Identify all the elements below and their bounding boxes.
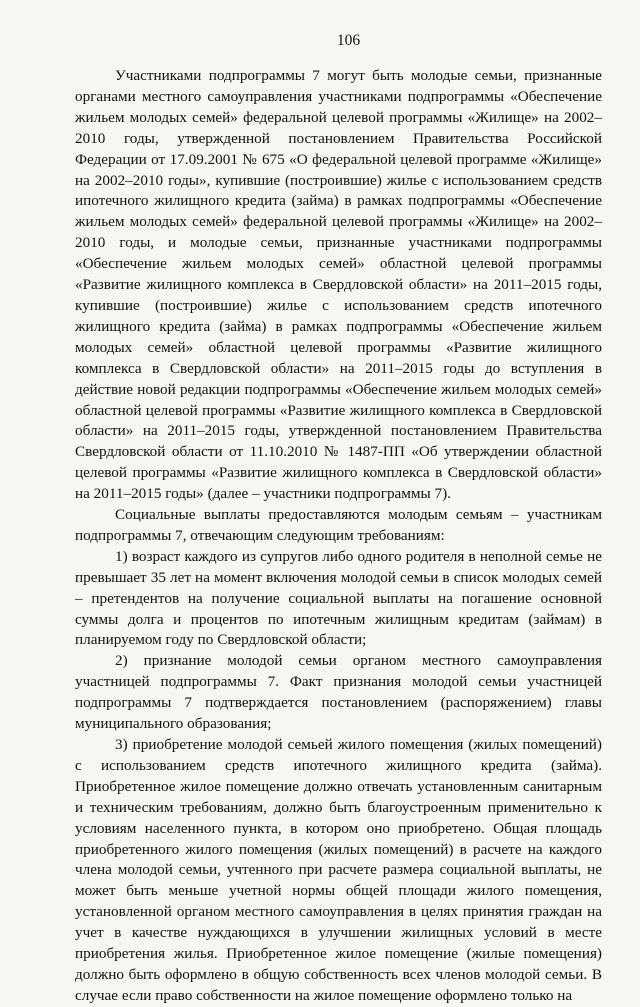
page-number: 106 <box>336 32 361 49</box>
paragraph-participants: Участниками подпрограммы 7 могут быть молодые семьи, признанные органами местного самоуправления участниками подпрограммы «Обеспечение жильем молодых семей» федеральной целевой программы «Жилище» на 2002–2010 годы, утвержденной постановлением Правительства Российской Федерации от 17.09.2001 № 675 «О федеральной целевой программе «Жилище» на 2002–2010 годы», купившие (построившие) жилье с использованием средств ипотечного жилищного кредита (займа) в рамках подпрограммы «Обеспечение жильем молодых семей» федеральной целевой программы «Жилище» на 2002–2010 годы, и молодые семьи, признанные участниками подпрограммы «Обеспечение жильем молодых семей» областной целевой программы «Развитие жилищного комплекса в Свердловской области» на 2011–2015 годы, купившие (построившие) жилье с использованием средств ипотечного жилищного кредита (займа) в рамках подпрограммы «Обеспечение жильем молодых семей» областной целевой программы «Развитие жилищного комплекса в Свердловской области» на 2011–2015 годы до вступления в действие новой редакции подпрограммы «Обеспечение жильем молодых семей» областной целевой программы «Развитие жилищного комплекса в Свердловской области» на 2011–2015 годы, утвержденной постановлением Правительства Свердловской области от 11.10.2010 № 1487-ПП «Об утверждении областной целевой программы «Развитие жилищного комплекса в Свердловской области» на 2011–2015 годы» (далее – участники подпрограммы 7). <box>75 67 602 503</box>
paragraph-social-payments: Социальные выплаты предоставляются молодым семьям – участникам подпрограммы 7, отвечающим следующим требованиям: <box>75 506 602 544</box>
paragraph-requirement-age: 1) возраст каждого из супругов либо одного родителя в неполной семье не превышает 35 лет на момент включения молодой семьи в список молодых семей – претендентов на получение социальной выплаты на погашение основной суммы долга и процентов по ипотечным жилищным кредитам (займам) в планируемом году по Свердловской области; <box>75 547 602 649</box>
paragraph-requirement-recognition: 2) признание молодой семьи органом местного самоуправления участницей подпрограммы 7. Факт признания молодой семьи участницей подпрограммы 7 подтверждается постановлением (распоряжением) главы муниципального образования; <box>75 652 602 733</box>
document-body <box>75 66 602 1007</box>
paragraph-requirement-housing: 3) приобретение молодой семьей жилого помещения (жилых помещений) с использованием средств ипотечного жилищного кредита (займа). Приобретенное жилое помещение должно отвечать установленным санитарным и техническим требованиям, должно быть благоустроенным применительно к условиям населенного пункта, в котором оно приобретено. Общая площадь приобретенного жилого помещения (жилых помещений) в расчете на каждого члена молодой семьи, учтенного при расчете размера социальной выплаты, не может быть меньше учетной нормы общей площади жилого помещения, установленной органом местного самоуправления в целях принятия граждан на учет в качестве нуждающихся в улучшении жилищных условий в месте приобретения жилья. Приобретенное жилое помещение (жилые помещения) должно быть оформлено в общую собственность всех членов молодой семьи. В случае если право собственности на жилое помещение оформлено только на <box>75 736 602 1004</box>
